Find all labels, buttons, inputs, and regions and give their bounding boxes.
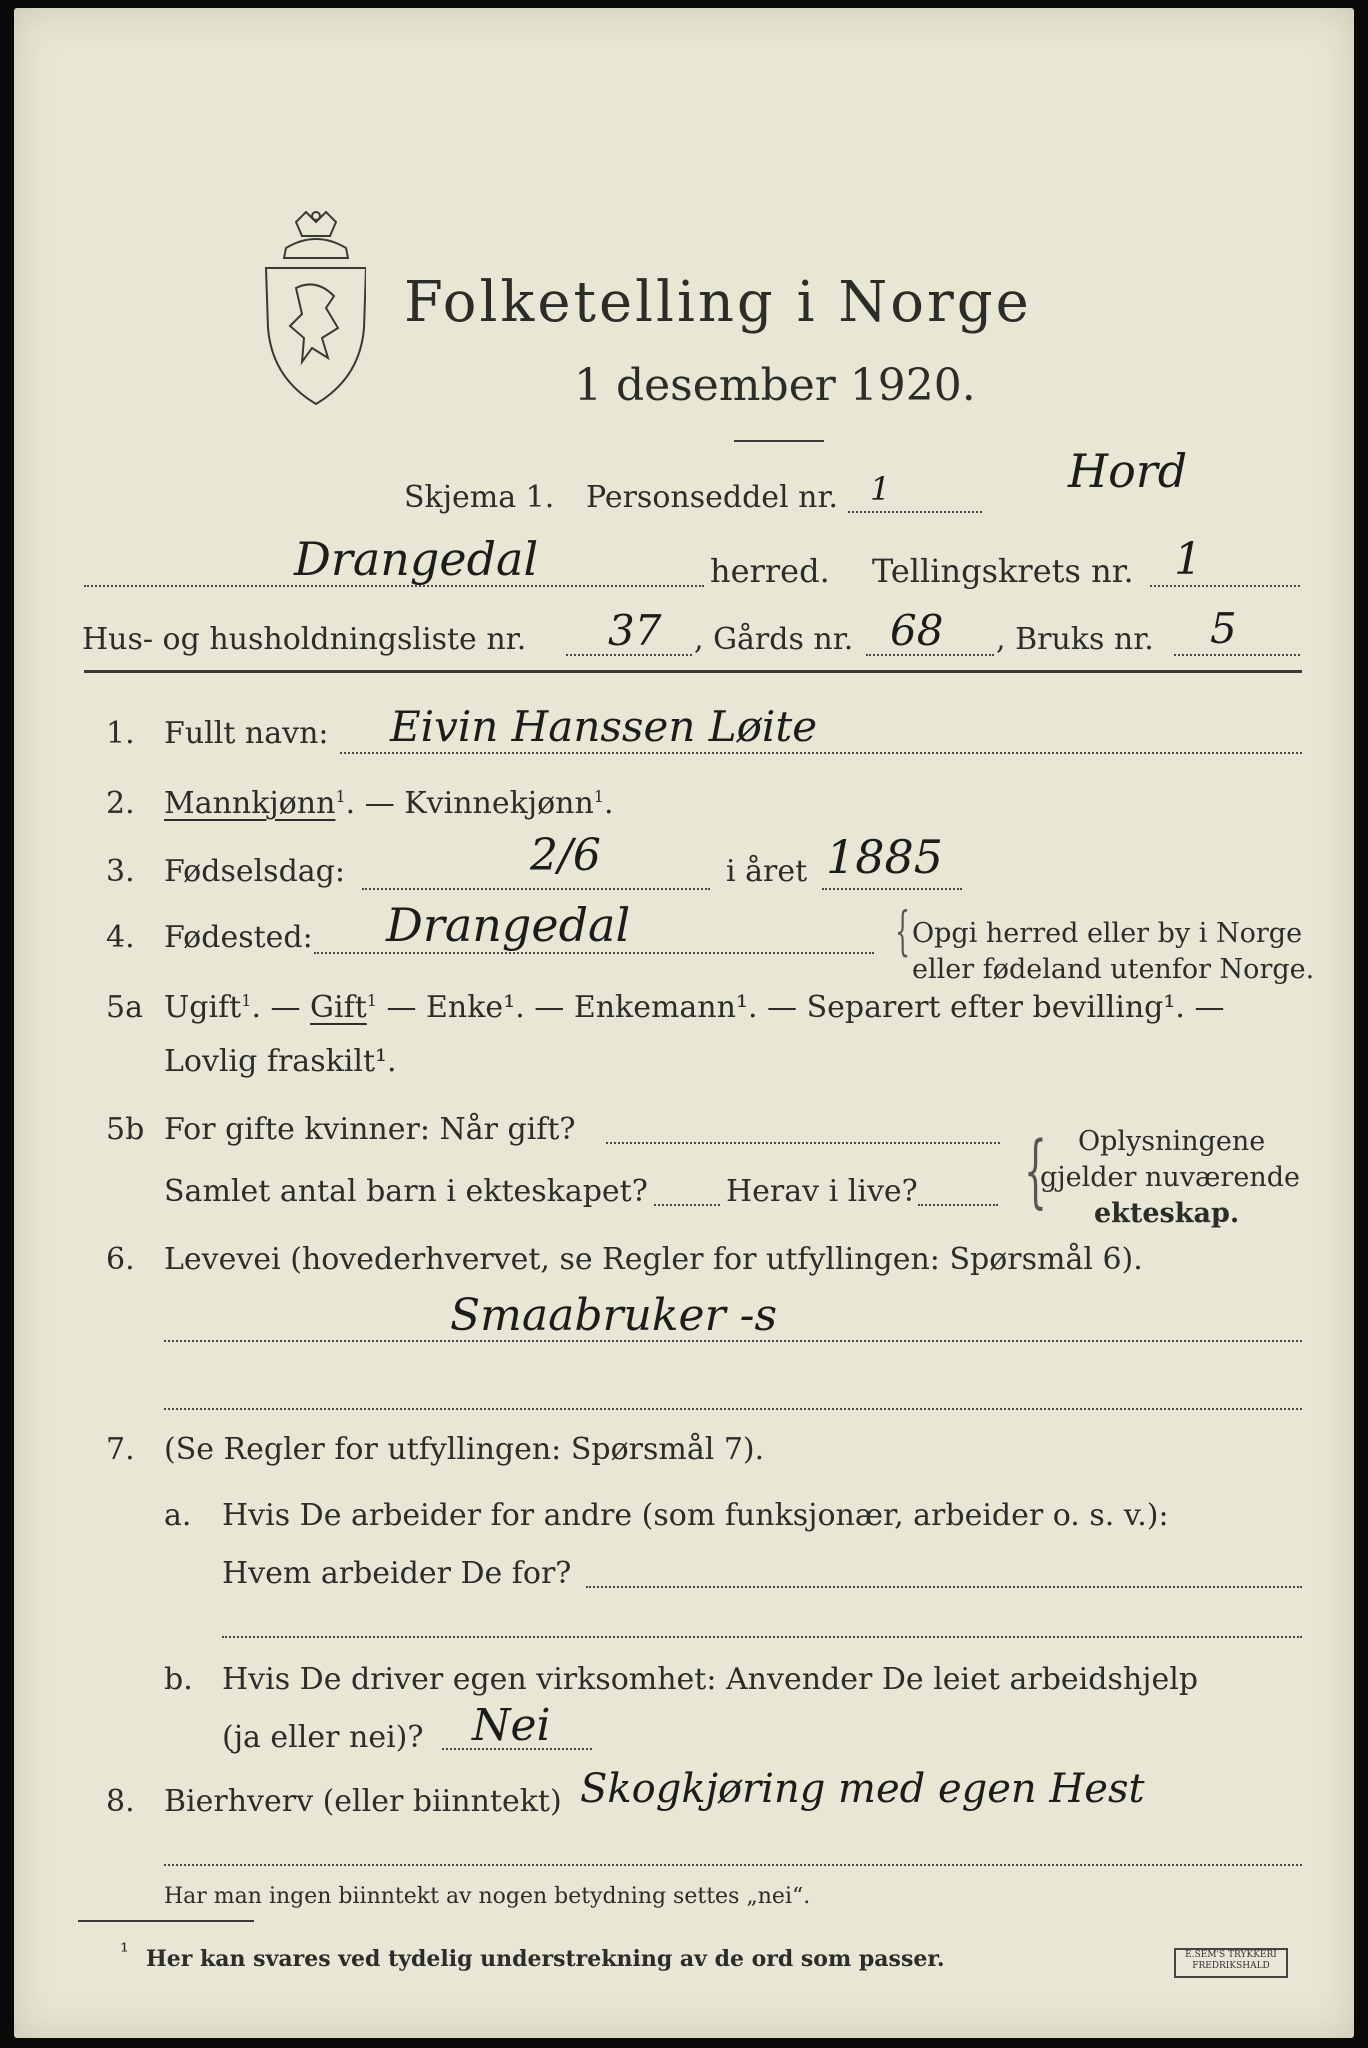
herred-label: herred. — [710, 552, 830, 590]
q6-label: Levevei (hovederhvervet, se Regler for utfyllingen: Spørsmål 6). — [164, 1242, 1143, 1277]
q5b-line1: For gifte kvinner: Når gift? — [164, 1112, 576, 1147]
q7b-line2: (ja eller nei)? — [222, 1720, 424, 1755]
printer-stamp — [1174, 1948, 1288, 1978]
herred-value: Drangedal — [294, 532, 539, 586]
q5b-note-line1: Oplysningene — [1078, 1126, 1266, 1157]
q3-value: 2/6 — [530, 830, 601, 881]
hus-value: 37 — [608, 606, 662, 655]
q3-year-label: i året — [726, 854, 808, 889]
q5b-number: 5b — [106, 1112, 145, 1147]
skjema-label: Skjema 1. — [404, 480, 555, 515]
q7a-line2: Hvem arbeider De for? — [222, 1556, 572, 1591]
tellingskrets-value: 1 — [1174, 534, 1202, 585]
census-date: 1 desember 1920. — [574, 360, 976, 411]
q4-note-brace: { — [895, 902, 910, 962]
tellingskrets-line — [1150, 585, 1300, 587]
q3-number: 3. — [106, 854, 135, 889]
hus-label: Hus- og husholdningsliste nr. — [82, 622, 527, 657]
q4-line — [314, 952, 874, 954]
q5b-line2b-dots — [918, 1204, 998, 1206]
q5a-number: 5a — [106, 990, 143, 1025]
q7a-line3-dots — [222, 1636, 1302, 1638]
q2-male-option: Mannkjønn — [164, 786, 336, 821]
q5a-rest: — Enke¹. — Enkemann¹. — Separert efter bevilling¹. — — [386, 990, 1225, 1025]
q5a-gift: Gift — [310, 990, 367, 1025]
q4-note-line1: Opgi herred eller by i Norge — [912, 918, 1303, 949]
q2-female-option: Kvinnekjønn — [404, 786, 594, 821]
q7b-value: Nei — [472, 1700, 551, 1751]
q2-number: 2. — [106, 786, 135, 821]
q7b-number: b. — [164, 1662, 193, 1697]
q8-value: Skogkjøring med egen Hest — [580, 1766, 1145, 1812]
q3-year-line — [822, 888, 962, 890]
q4-label: Fødested: — [164, 920, 313, 955]
census-form-sheet — [14, 8, 1354, 2038]
q8-line2 — [164, 1864, 1302, 1866]
q3-label: Fødselsdag: — [164, 854, 345, 889]
bruks-value: 5 — [1210, 604, 1237, 653]
title-divider — [734, 440, 824, 442]
printer-stamp-line1: E.SEM'S TRYKKERI — [1185, 1950, 1277, 1960]
q3-year-value: 1885 — [826, 830, 944, 884]
q6-number: 6. — [106, 1242, 135, 1277]
q7-label: (Se Regler for utfyllingen: Spørsmål 7). — [164, 1432, 765, 1467]
q2-end: . — [603, 786, 614, 821]
q6-line2 — [164, 1408, 1302, 1410]
q1-value: Eivin Hanssen Løite — [390, 702, 818, 751]
q1-line — [340, 752, 1302, 754]
personseddel-value: 1 — [870, 470, 891, 508]
printer-stamp-line2: FREDRIKSHALD — [1192, 1961, 1270, 1971]
q5b-note-line3: ekteskap. — [1094, 1198, 1240, 1229]
q5b-line2a: Samlet antal barn i ekteskapet? — [164, 1174, 648, 1209]
bruks-label: , Bruks nr. — [996, 622, 1154, 657]
q3-date-line — [362, 888, 710, 890]
q7b-line1: Hvis De driver egen virksomhet: Anvender De leiet arbeidshjelp — [222, 1662, 1199, 1697]
form-title: Folketelling i Norge — [404, 270, 1032, 335]
gards-value: 68 — [890, 606, 944, 655]
q7a-number: a. — [164, 1498, 192, 1533]
q7a-line1: Hvis De arbeider for andre (som funksjonær, arbeider o. s. v.): — [222, 1498, 1169, 1533]
q4-value: Drangedal — [386, 898, 631, 952]
q7a-line2-dots — [586, 1586, 1302, 1588]
footnote-mark: ¹ — [120, 1940, 129, 1965]
footnote-text: Her kan svares ved tydelig understrekning av de ord som passer. — [146, 1946, 945, 1972]
q5a-ugift: Ugift — [164, 990, 242, 1025]
q4-note-line2: eller fødeland utenfor Norge. — [912, 954, 1315, 985]
q4-number: 4. — [106, 920, 135, 955]
footnote-divider — [78, 1920, 254, 1922]
q5b-line2a-dots — [654, 1204, 720, 1206]
personseddel-line — [848, 511, 982, 513]
bruks-line — [1174, 654, 1300, 656]
q5b-line2b: Herav i live? — [726, 1174, 918, 1209]
q2-separator: . — — [345, 786, 405, 821]
q5a-line2: Lovlig fraskilt¹. — [164, 1044, 397, 1079]
corner-note: Hord — [1068, 444, 1188, 498]
q8-number: 8. — [106, 1784, 135, 1819]
footer-note: Har man ingen biinntekt av nogen betydning settes „nei“. — [164, 1884, 811, 1909]
q2-options: Mannkjønn$^1$. — Kvinnekjønn$^1$. — [164, 786, 614, 821]
norwegian-coat-of-arms-icon — [256, 208, 366, 408]
q8-label: Bierhverv (eller biinntekt) — [164, 1784, 562, 1819]
q1-number: 1. — [106, 716, 135, 751]
header-divider — [84, 670, 1302, 673]
q5a-options: Ugift$^1$. — Gift$^1$ — Enke¹. — Enkemann¹. — Separert efter bevilling¹. — — [164, 990, 1225, 1025]
q5b-note-brace: { — [1023, 1124, 1047, 1217]
q5b-note-line2: gjelder nuværende — [1040, 1162, 1300, 1193]
q1-label: Fullt navn: — [164, 716, 329, 751]
q7-number: 7. — [106, 1432, 135, 1467]
q6-value: Smaabruker -s — [450, 1290, 778, 1341]
q5b-line1-dots — [606, 1142, 1000, 1144]
tellingskrets-label: Tellingskrets nr. — [872, 552, 1134, 590]
personseddel-label: Personseddel nr. — [586, 480, 839, 515]
gards-label: , Gårds nr. — [694, 622, 854, 657]
